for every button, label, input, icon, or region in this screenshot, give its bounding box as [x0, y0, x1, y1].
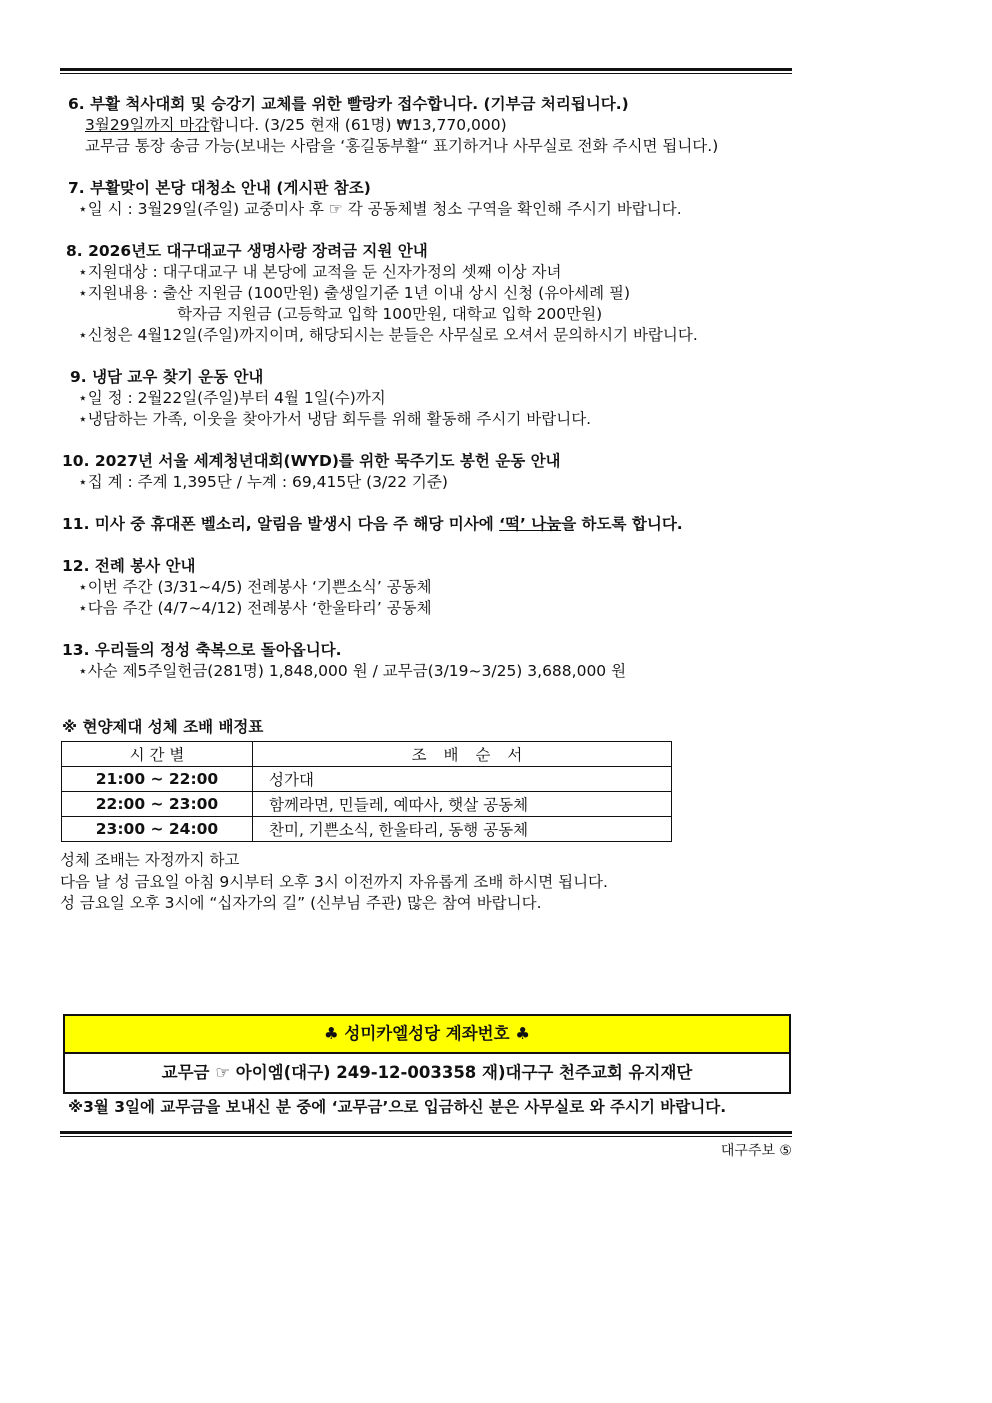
- schedule-header-time: 시 간 별: [62, 742, 253, 767]
- table-row: [62, 792, 672, 817]
- item-8-line-2: ⋆지원내용 : 출산 지원금 (100만원) 출생일기준 1년 이내 상시 신청 (유아세례 필): [78, 284, 631, 302]
- item-12-line-1: ⋆이번 주간 (3/31~4/5) 전례봉사 ‘기쁜소식’ 공동체: [78, 578, 432, 596]
- item-8-line-1: ⋆지원대상 : 대구대교구 내 본당에 교적을 둔 신자가정의 셋째 이상 자녀: [78, 263, 562, 281]
- schedule-group: 찬미, 기쁜소식, 한울타리, 동행 공동체: [253, 817, 672, 842]
- table-row: [62, 817, 672, 842]
- schedule-group: 함께라면, 민들레, 예따사, 햇살 공동체: [253, 792, 672, 817]
- account-line: 교무금 ☞ 아이엠(대구) 249-12-003358 재)대구구 천주교회 유지재단: [161, 1063, 693, 1082]
- schedule-table: [61, 741, 672, 842]
- schedule-note-2: 다음 날 성 금요일 아침 9시부터 오후 3시 이전까지 자유롭게 조배 하시면 됩니다.: [60, 873, 608, 891]
- item-8-title: 8. 2026년도 대구대교구 생명사랑 장려금 지원 안내: [66, 242, 428, 260]
- item-11-title: [62, 514, 683, 535]
- schedule-time: 21:00 ~ 22:00: [62, 767, 253, 792]
- item-6-title: 6. 부활 척사대회 및 승강기 교체를 위한 빨랑카 접수합니다. (기부금 처리됩니다.): [68, 95, 629, 113]
- item-9-line-2: ⋆냉담하는 가족, 이웃을 찾아가서 냉담 회두를 위해 활동해 주시기 바랍니다.: [78, 410, 592, 428]
- account-note: ※3월 3일에 교무금을 보내신 분 중에 ‘교무금’으로 입금하신 분은 사무실로 와 주시기 바랍니다.: [68, 1098, 727, 1116]
- account-title: ♣ 성미카엘성당 계좌번호 ♣: [65, 1016, 789, 1054]
- schedule-header-order: 조 배 순 서: [253, 742, 672, 767]
- item-6-line-1: [85, 115, 507, 136]
- item-8-line-4: ⋆신청은 4월12일(주일)까지이며, 해당되시는 분들은 사무실로 오셔서 문의하시기 바랍니다.: [78, 326, 698, 344]
- item-7-line-1: ⋆일 시 : 3월29일(주일) 교중미사 후 ☞ 각 공동체별 청소 구역을 확인해 주시기 바랍니다.: [78, 200, 682, 218]
- page-label: 대구주보 ⑤: [720, 1143, 792, 1159]
- item-11-rice-cake: ‘떡’ 나눔: [499, 515, 562, 533]
- item-10-line-1: ⋆집 계 : 주계 1,395단 / 누계 : 69,415단 (3/22 기준): [78, 473, 448, 491]
- account-box: [63, 1014, 791, 1094]
- schedule-note-3: 성 금요일 오후 3시에 “십자가의 길” (신부님 주관) 많은 참여 바랍니다.: [60, 894, 542, 912]
- item-13-line-1: ⋆사순 제5주일헌금(281명) 1,848,000 원 / 교무금(3/19~3/25) 3,688,000 원: [78, 662, 627, 680]
- schedule-time: 23:00 ~ 24:00: [62, 817, 253, 842]
- item-8-line-3: 학자금 지원금 (고등학교 입학 100만원, 대학교 입학 200만원): [177, 305, 603, 323]
- item-9-line-1: ⋆일 정 : 2월22일(주일)부터 4월 1일(수)까지: [78, 389, 386, 407]
- item-6-deadline: 3월29일까지 마감: [85, 116, 210, 134]
- item-12-title: 12. 전례 봉사 안내: [62, 557, 196, 575]
- schedule-header-row: [62, 742, 672, 767]
- item-9-title: 9. 냉담 교우 찾기 운동 안내: [70, 368, 264, 386]
- item-10-title: 10. 2027년 서울 세계청년대회(WYD)를 위한 묵주기도 봉헌 운동 안내: [62, 452, 561, 470]
- top-rule: [60, 68, 792, 74]
- schedule-group: 성가대: [253, 767, 672, 792]
- schedule-title: ※ 현양제대 성체 조배 배정표: [62, 718, 264, 736]
- item-11-title-b: 을 하도록 합니다.: [561, 515, 683, 533]
- item-7-title: 7. 부활맞이 본당 대청소 안내 (게시판 참조): [68, 179, 371, 197]
- item-12-line-2: ⋆다음 주간 (4/7~4/12) 전례봉사 ‘한울타리’ 공동체: [78, 599, 432, 617]
- schedule-note-1: 성체 조배는 자정까지 하고: [60, 851, 240, 869]
- item-13-title: 13. 우리들의 정성 축복으로 돌아옵니다.: [62, 641, 342, 659]
- item-11-title-a: 11. 미사 중 휴대폰 벨소리, 알림음 발생시 다음 주 해당 미사에: [62, 515, 500, 533]
- table-row: [62, 767, 672, 792]
- bottom-rule: [60, 1131, 792, 1137]
- schedule-time: 22:00 ~ 23:00: [62, 792, 253, 817]
- item-6-line-1-rest: 합니다. (3/25 현재 (61명) ₩13,770,000): [209, 116, 507, 134]
- item-6-line-2: 교무금 통장 송금 가능(보내는 사람을 ‘홍길동부활“ 표기하거나 사무실로 전화 주시면 됩니다.): [85, 137, 719, 155]
